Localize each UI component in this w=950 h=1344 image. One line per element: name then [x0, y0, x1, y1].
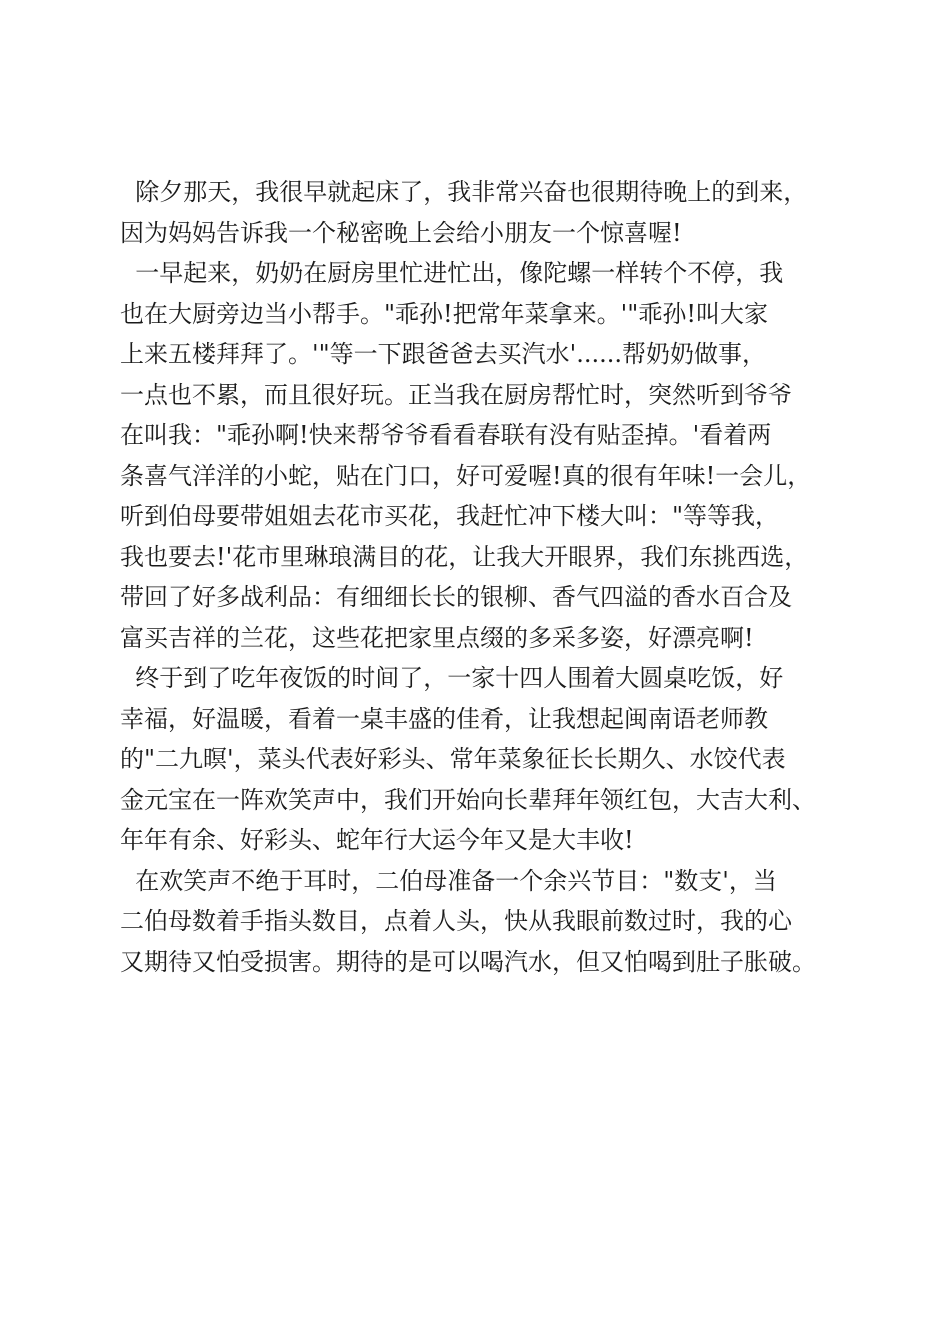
text-line: 在欢笑声不绝于耳时，二伯母准备一个余兴节目："数支'，当: [120, 866, 777, 895]
text-line: 我也要去!'花市里琳琅满目的花，让我大开眼界，我们东挑西选，: [120, 542, 809, 571]
text-line: 终于到了吃年夜饭的时间了，一家十四人围着大圆桌吃饭，好: [120, 664, 784, 692]
text-line: 的"二九暝'，菜头代表好彩头、常年菜象征长长期久、水饺代表: [120, 745, 786, 773]
text-line: 听到伯母要带姐姐去花市买花，我赶忙冲下楼大叫："等等我，: [120, 502, 780, 530]
text-line: 带回了好多战利品：有细细长长的银柳、香气四溢的香水百合及: [120, 583, 792, 611]
text-line: 上来五楼拜拜了。'"等一下跟爸爸去买汽水'......帮奶奶做事，: [120, 340, 767, 368]
text-line: 金元宝在一阵欢笑声中，我们开始向长辈拜年领红包，大吉大利、: [120, 785, 816, 814]
text-line: 一早起来，奶奶在厨房里忙进忙出，像陀螺一样转个不停，我: [120, 259, 784, 287]
text-line: 在叫我："乖孙啊!快来帮爷爷看看春联有没有贴歪掉。'看着两: [120, 421, 772, 449]
text-line: 也在大厨旁边当小帮手。"乖孙!把常年菜拿来。'"乖孙!叫大家: [120, 299, 768, 328]
text-line: 富买吉祥的兰花，这些花把家里点缀的多采多姿，好漂亮啊!: [120, 623, 754, 652]
text-line: 条喜气洋洋的小蛇，贴在门口，好可爱喔!真的很有年味!一会儿，: [120, 461, 812, 490]
essay-body: [120, 172, 860, 982]
text-line: 年年有余、好彩头、蛇年行大运今年又是大丰收!: [120, 826, 634, 854]
text-line: 因为妈妈告诉我一个秘密晚上会给小朋友一个惊喜喔!: [120, 218, 682, 247]
text-line: 幸福，好温暖，看着一桌丰盛的佳肴，让我想起闽南语老师教: [120, 704, 768, 733]
text-line: 又期待又怕受损害。期待的是可以喝汽水，但又怕喝到肚子胀破。: [120, 947, 816, 976]
text-line: 一点也不累，而且很好玩。正当我在厨房帮忙时，突然听到爷爷: [120, 380, 792, 409]
text-line: 二伯母数着手指头数目，点着人头，快从我眼前数过时，我的心: [120, 907, 792, 935]
text-line: 除夕那天，我很早就起床了，我非常兴奋也很期待晚上的到来，: [120, 178, 808, 206]
